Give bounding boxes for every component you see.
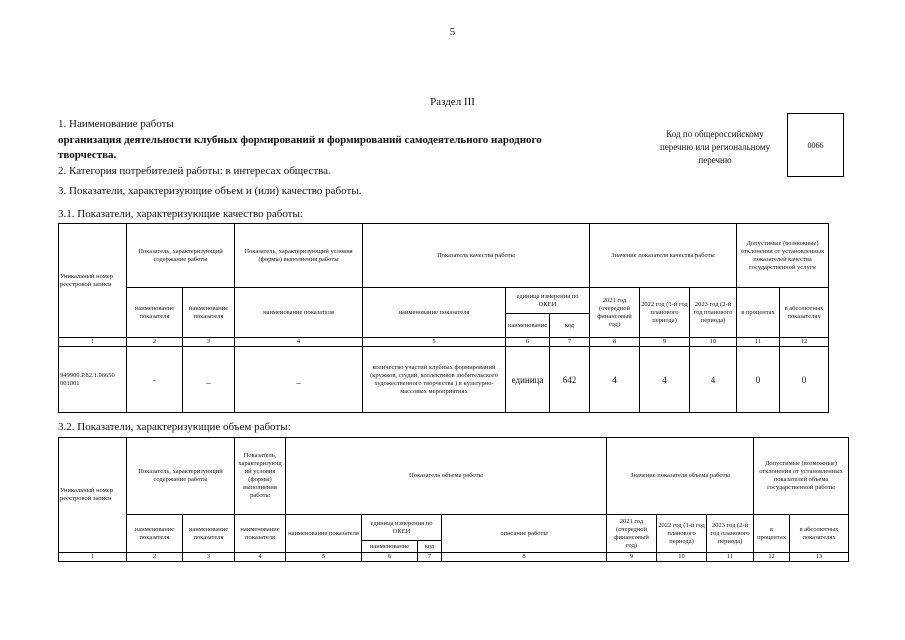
t2-num: 11 [707, 553, 754, 562]
t1-h-dev: Допустимые (возможные) отклонения от установленных показателей качества государственной услуги [737, 224, 829, 288]
t2-num: 2 [127, 553, 183, 562]
t1-c4: _ [235, 347, 363, 413]
t1-num: 11 [737, 338, 780, 347]
okved-line1: Код по общероссийскому [666, 129, 764, 139]
t2-h-volume: Показатель объема работы [286, 438, 607, 515]
t1-c8: 4 [590, 347, 640, 413]
t2-h-okei-code: код [418, 541, 442, 553]
t1-h-name-cond: наименование показателя [235, 288, 363, 338]
t1-h-name-ind: наименование показателя [127, 288, 183, 338]
t2-h-name1: наименование показателя [127, 515, 183, 553]
t1-c12: 0 [780, 347, 829, 413]
t1-c7: 642 [550, 347, 590, 413]
t1-c9: 4 [640, 347, 690, 413]
t1-h-cond: Показатель, характеризующий условия (формы) выполнения работы [235, 224, 363, 288]
page-number: 5 [449, 26, 456, 38]
volume-heading: 3.2. Показатели, характеризующие объем работы: [58, 421, 291, 433]
t1-num: 12 [780, 338, 829, 347]
t2-h-pct: в процентах [754, 515, 790, 553]
t1-c11: 0 [737, 347, 780, 413]
t2-num: 4 [235, 553, 286, 562]
t2-h-okei: единица измерения по ОКЕИ [362, 515, 442, 541]
t2-num: 12 [754, 553, 790, 562]
t1-num: 10 [690, 338, 737, 347]
t1-num: 4 [235, 338, 363, 347]
t2-h-unique: Уникальный номер реестровой записи [59, 438, 127, 553]
work-name-label: 1. Наименование работы [58, 118, 174, 130]
t2-h-name2: наименование показателя [183, 515, 235, 553]
t1-h-values: Значение показателя качества работы [590, 224, 737, 288]
t1-num: 7 [550, 338, 590, 347]
t2-num: 5 [286, 553, 362, 562]
t1-c5: количество участий клубных формирований (кружков, студий, коллективов любительского художественного творчества ) в культурно-массовых мероприятиях [363, 347, 506, 413]
work-name-line2: творчества. [58, 149, 117, 161]
t1-h-okei-name: наименование [506, 314, 550, 338]
t1-num: 9 [640, 338, 690, 347]
volume-table [58, 437, 849, 562]
indicators-heading: 3. Показатели, характеризующие объем и (или) качество работы. [58, 185, 362, 197]
t1-num: 6 [506, 338, 550, 347]
t1-h-y2022: 2022 год (1-й год планового периода) [640, 288, 690, 338]
t1-num: 2 [127, 338, 183, 347]
t2-num: 13 [790, 553, 849, 562]
okved-line3: перечню [698, 155, 732, 165]
t1-c10: 4 [690, 347, 737, 413]
t1-h-okei-code: код [550, 314, 590, 338]
section-title: Раздел III [430, 96, 475, 108]
t1-c2: - [127, 347, 183, 413]
t1-h-unique: Уникальный номер реестровой записи [59, 224, 127, 338]
t2-h-dev: Допустимые (возможные) отклонения от установленных показателей объема государственной работы [754, 438, 849, 515]
okved-line2: перечню или региональному [659, 142, 771, 152]
t1-h-quality: Показатель качества работы [363, 224, 590, 288]
t2-h-name3: наименование показателя [235, 515, 286, 553]
consumer-category: 2. Категория потребителей работы: в интересах общества. [58, 165, 331, 177]
t1-h-abs: в абсолютных показателях [780, 288, 829, 338]
t2-h-y2023: 2023 год (2-й год планового периода) [707, 515, 754, 553]
t2-h-content: Показатель, характеризующий содержание работы [127, 438, 235, 515]
t2-num: 3 [183, 553, 235, 562]
t2-num: 8 [442, 553, 607, 562]
okved-code: 0066 [787, 113, 844, 177]
t1-h-y2021: 2021 год (очередной финансовый год) [590, 288, 640, 338]
quality-heading: 3.1. Показатели, характеризующие качество работы: [58, 208, 303, 220]
t2-h-y2022: 2022 год (1-й год планового периода) [657, 515, 707, 553]
t2-h-desc: описание работы [442, 515, 607, 553]
t1-c3: _ [183, 347, 235, 413]
t1-h-pct: в процентах [737, 288, 780, 338]
table-row [59, 347, 829, 413]
work-name-line1: организация деятельности клубных формирований и формирований самодеятельного народного [58, 134, 542, 146]
t2-num: 1 [59, 553, 127, 562]
okved-label [640, 128, 790, 167]
t2-num: 9 [607, 553, 657, 562]
t1-num: 8 [590, 338, 640, 347]
quality-table [58, 223, 829, 413]
t2-num: 7 [418, 553, 442, 562]
t2-num: 10 [657, 553, 707, 562]
t2-h-y2021: 2021 год (очередной финансовый год) [607, 515, 657, 553]
t1-h-name-quality: наименование показателя [363, 288, 506, 338]
t1-h-content: Показатель, характеризующий содержание работы [127, 224, 235, 288]
t1-num: 5 [363, 338, 506, 347]
t1-num: 1 [59, 338, 127, 347]
t2-num: 6 [362, 553, 418, 562]
t1-h-okei: единица измерения по ОКЕИ [506, 288, 590, 314]
t2-h-cond: Показатель, характеризующ ий условия (формы) выполнения работы [235, 438, 286, 515]
t2-h-abs: в абсолютных показателях [790, 515, 849, 553]
t1-h-name-ind2: наименование показателя [183, 288, 235, 338]
t1-c6: единица [506, 347, 550, 413]
t1-unique: 949900.Р.82.1.06650 001001 [59, 347, 127, 413]
t2-h-name4: наименование показателя [286, 515, 362, 553]
t1-h-y2023: 2023 год (2-й год планового периода) [690, 288, 737, 338]
t2-h-values: Значение показателя объема работы [607, 438, 754, 515]
t1-num: 3 [183, 338, 235, 347]
t2-h-okei-name: наименование [362, 541, 418, 553]
